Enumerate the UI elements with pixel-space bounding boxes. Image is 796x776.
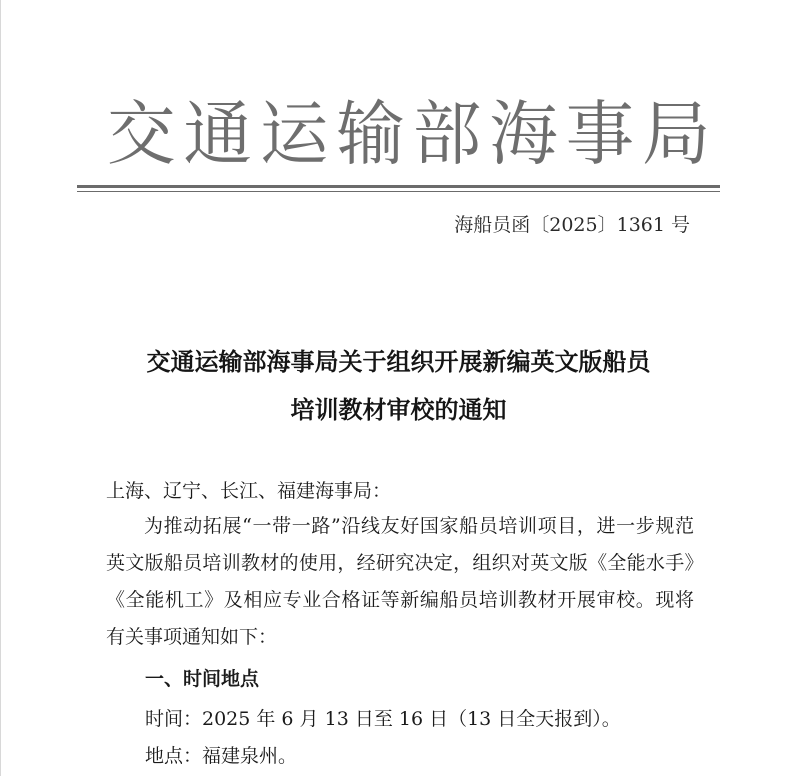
masthead-rule-thick	[77, 185, 720, 188]
place-line: 地点：福建泉州。	[145, 745, 298, 767]
time-line: 时间：2025 年 6 月 13 日至 16 日（13 日全天报到）。	[145, 708, 621, 730]
document-title-line1: 交通运输部海事局关于组织开展新编英文版船员	[146, 347, 651, 376]
masthead-rule-thin	[77, 191, 720, 192]
document-number: 海船员函〔2025〕1361 号	[454, 214, 690, 236]
body-paragraph: 为推动拓展“一带一路”沿线友好国家船员培训项目，进一步规范英文版船员培训教材的使用，经研究决定，组织对英文版《全能水手》《全能机工》及相应专业合格证等新编船员培训教材开展审校。现将有关事项通知如下：	[106, 515, 694, 648]
section-heading: 一、时间地点	[145, 668, 260, 690]
document-title-line2: 培训教材审校的通知	[290, 395, 507, 424]
masthead-title: 交通运输部海事局	[106, 93, 719, 175]
addressee: 上海、辽宁、长江、福建海事局：	[106, 480, 392, 502]
